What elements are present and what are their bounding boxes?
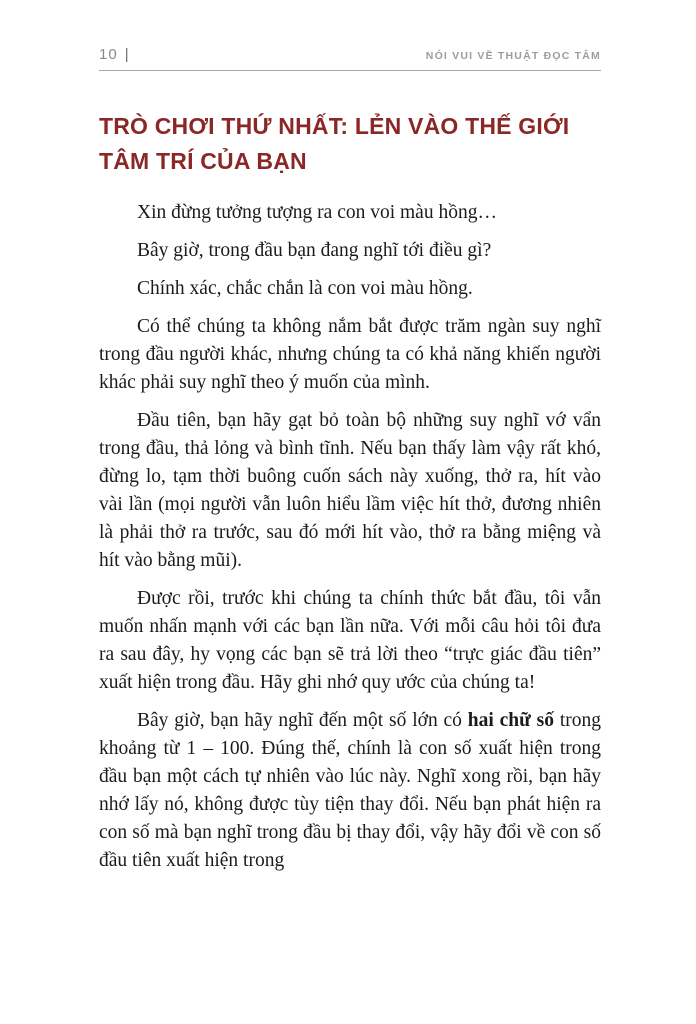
paragraph-3: Chính xác, chắc chắn là con voi màu hồng. [137,278,473,299]
paragraph-5: Đầu tiên, bạn hãy gạt bỏ toàn bộ những suy nghĩ vớ vẩn trong đầu, thả lỏng và bình tĩnh. Nếu bạn thấy làm vậy rất khó, đừng lo, tạm thời buông cuốn sách này xuống, thở ra, hít vào vài lần (mọi người vẫn luôn hiểu lầm việc hít thở, đương nhiên là phải thở ra trước, sau đó mới hít vào, thở ra bằng miệng và hít vào bằng mũi). [99,410,601,571]
folio [99,46,130,63]
body-text [99,199,601,875]
paragraph-7-after: trong khoảng từ 1 – 100. Đúng thế, chính là con số xuất hiện trong đầu bạn một cách tự nhiên vào lúc này. Nghĩ xong rồi, bạn hãy nhớ lấy nó, không được tùy tiện thay đổi. Nếu bạn phát hiện ra con số mà bạn nghĩ trong đầu bị thay đổi, vậy hãy đổi về con số đầu tiên xuất hiện trong [99,710,601,871]
page-number: 10 [99,46,118,63]
bold-emphasis: hai chữ số [467,710,554,731]
chapter-title: TRÒ CHƠI THỨ NHẤT: LẺN VÀO THẾ GIỚI TÂM TRÍ CỦA BẠN [99,113,570,174]
paragraph-7-before: Bây giờ, bạn hãy nghĩ đến một số lớn có [137,710,468,731]
paragraph-4: Có thể chúng ta không nắm bắt được trăm ngàn suy nghĩ trong đầu người khác, nhưng chúng ta có khả năng khiến người khác phải suy nghĩ theo ý muốn của mình. [99,316,601,393]
paragraph-2: Bây giờ, trong đầu bạn đang nghĩ tới điều gì? [137,240,492,261]
header-rule [99,70,601,71]
running-title: NÓI VUI VỀ THUẬT ĐỌC TÂM [425,50,601,62]
paragraph-7 [99,707,601,875]
paragraph-1: Xin đừng tưởng tượng ra con voi màu hồng… [137,202,497,223]
paragraph-6: Được rồi, trước khi chúng ta chính thức bắt đầu, tôi vẫn muốn nhấn mạnh với các bạn lần nữa. Với mỗi câu hỏi tôi đưa ra sau đây, hy vọng các bạn sẽ trả lời theo “trực giác đầu tiên” xuất hiện trong đầu. Hãy ghi nhớ quy ước của chúng ta! [99,588,601,693]
page-header [99,46,601,63]
folio-divider: | [124,46,130,63]
